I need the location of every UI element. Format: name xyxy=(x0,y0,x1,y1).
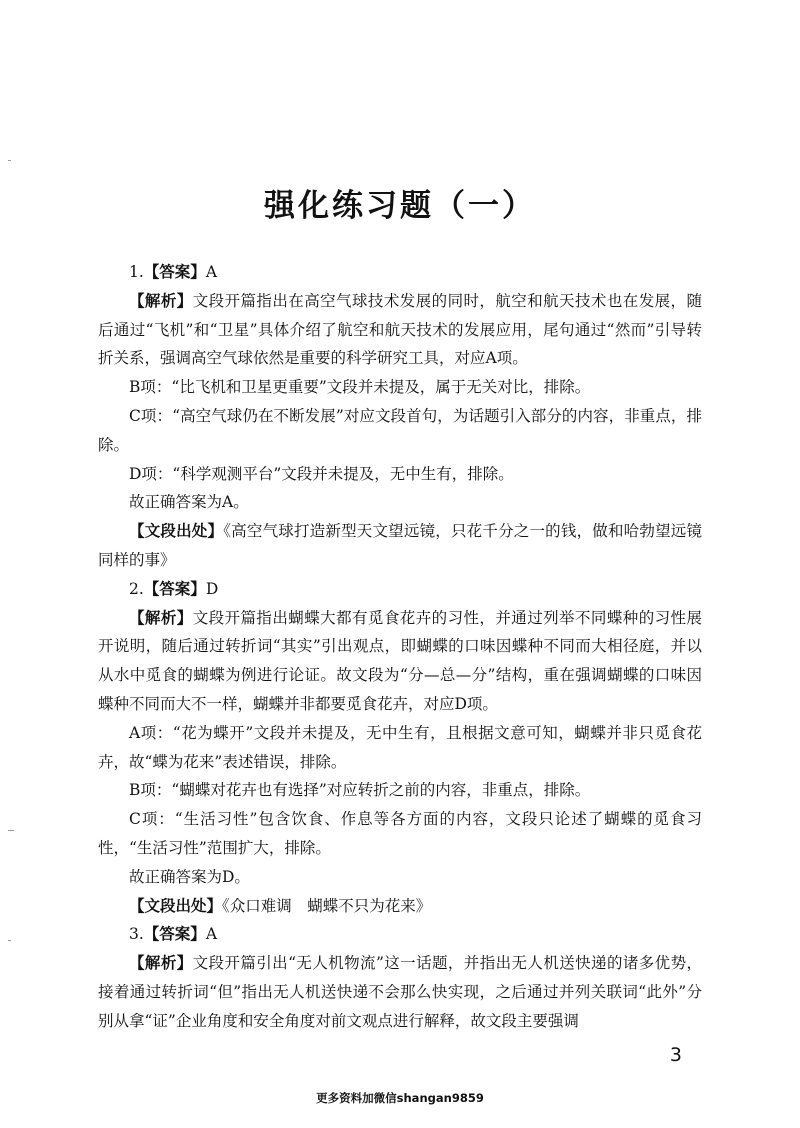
analysis-tag: 【解析】 xyxy=(129,608,193,627)
paragraph: 1.【答案】A xyxy=(129,263,218,281)
paragraph: 【文段出处】《众口难调 蝴蝶不只为花来》 xyxy=(129,896,432,915)
answer-content xyxy=(98,258,702,1036)
paragraph: A项：“花为蝶开”文段并未提及，无中生有，且根据文意可知，蝴蝶并非只觅食花卉，故“蝶为花来”表述错误，排除。 xyxy=(98,723,702,771)
paragraph: B项：“比飞机和卫星更重要”文段并未提及，属于无关对比，排除。 xyxy=(129,378,591,397)
paragraph: 故正确答案为A。 xyxy=(129,493,249,512)
paragraph: C项：“生活习性”包含饮食、作息等各方面的内容，文段只论述了蝴蝶的觅食习性，“生活习性”范围扩大，排除。 xyxy=(98,810,702,857)
paragraph: C项：“高空气球仍在不断发展”对应文段首句，为话题引入部分的内容，非重点，排除。 xyxy=(98,406,702,454)
source-tag: 【文段出处】 xyxy=(129,896,223,915)
paragraph: 故正确答案为D。 xyxy=(129,867,250,886)
answer-tag: 【答案】 xyxy=(143,579,206,598)
source-tag: 【文段出处】 xyxy=(129,522,224,541)
paragraph: 3.【答案】A xyxy=(129,925,218,944)
paragraph: 【文段出处】《高空气球打造新型天文望远镜，只花千分之一的钱，做和哈勃望远镜同样的事》 xyxy=(98,522,702,569)
analysis-tag: 【解析】 xyxy=(129,291,193,310)
scan-mark xyxy=(8,160,11,161)
page-number: 3 xyxy=(669,1044,682,1066)
answer-tag: 【答案】 xyxy=(143,925,206,944)
paragraph: B项：“蝴蝶对花卉也有选择”对应转折之前的内容，非重点，排除。 xyxy=(129,781,591,800)
analysis-tag: 【解析】 xyxy=(129,954,193,973)
paragraph: 【解析】文段开篇指出蝴蝶大都有觅食花卉的习性，并通过列举不同蝶种的习性展开说明，随后通过转折词“其实”引出观点，即蝴蝶的口味因蝶种不同而大相径庭，并以从水中觅食的蝴蝶为例进行论证。故文段为“分—总—分”结构，重在强调蝴蝶的口味因蝶种不同而大不一样，蝴蝶并非都要觅食花卉，对应D项。 xyxy=(98,608,702,713)
scan-mark xyxy=(8,830,14,831)
paragraph: 【解析】文段开篇引出“无人机物流”这一话题，并指出无人机送快递的诸多优势，接着通过转折词“但”指出无人机送快递不会那么快实现，之后通过并列关联词“此外”分别从拿“证”企业角度和安全角度对前文观点进行解释，故文段主要强调 xyxy=(98,954,702,1030)
paragraph: 2.【答案】D xyxy=(129,579,219,598)
answer-tag: 【答案】 xyxy=(143,263,206,281)
footer-note: 更多资料加微信shangan9859 xyxy=(316,1091,484,1105)
paragraph: 【解析】文段开篇指出在高空气球技术发展的同时，航空和航天技术也在发展，随后通过“飞机”和“卫星”具体介绍了航空和航天技术的发展应用，尾句通过“然而”引导转折关系，强调高空气球依然是重要的科学研究工具，对应A项。 xyxy=(98,291,702,368)
paragraph: D项：“科学观测平台”文段并未提及，无中生有，排除。 xyxy=(129,464,514,483)
page-title: 强化练习题（一） xyxy=(264,188,536,224)
scan-mark xyxy=(8,940,11,941)
